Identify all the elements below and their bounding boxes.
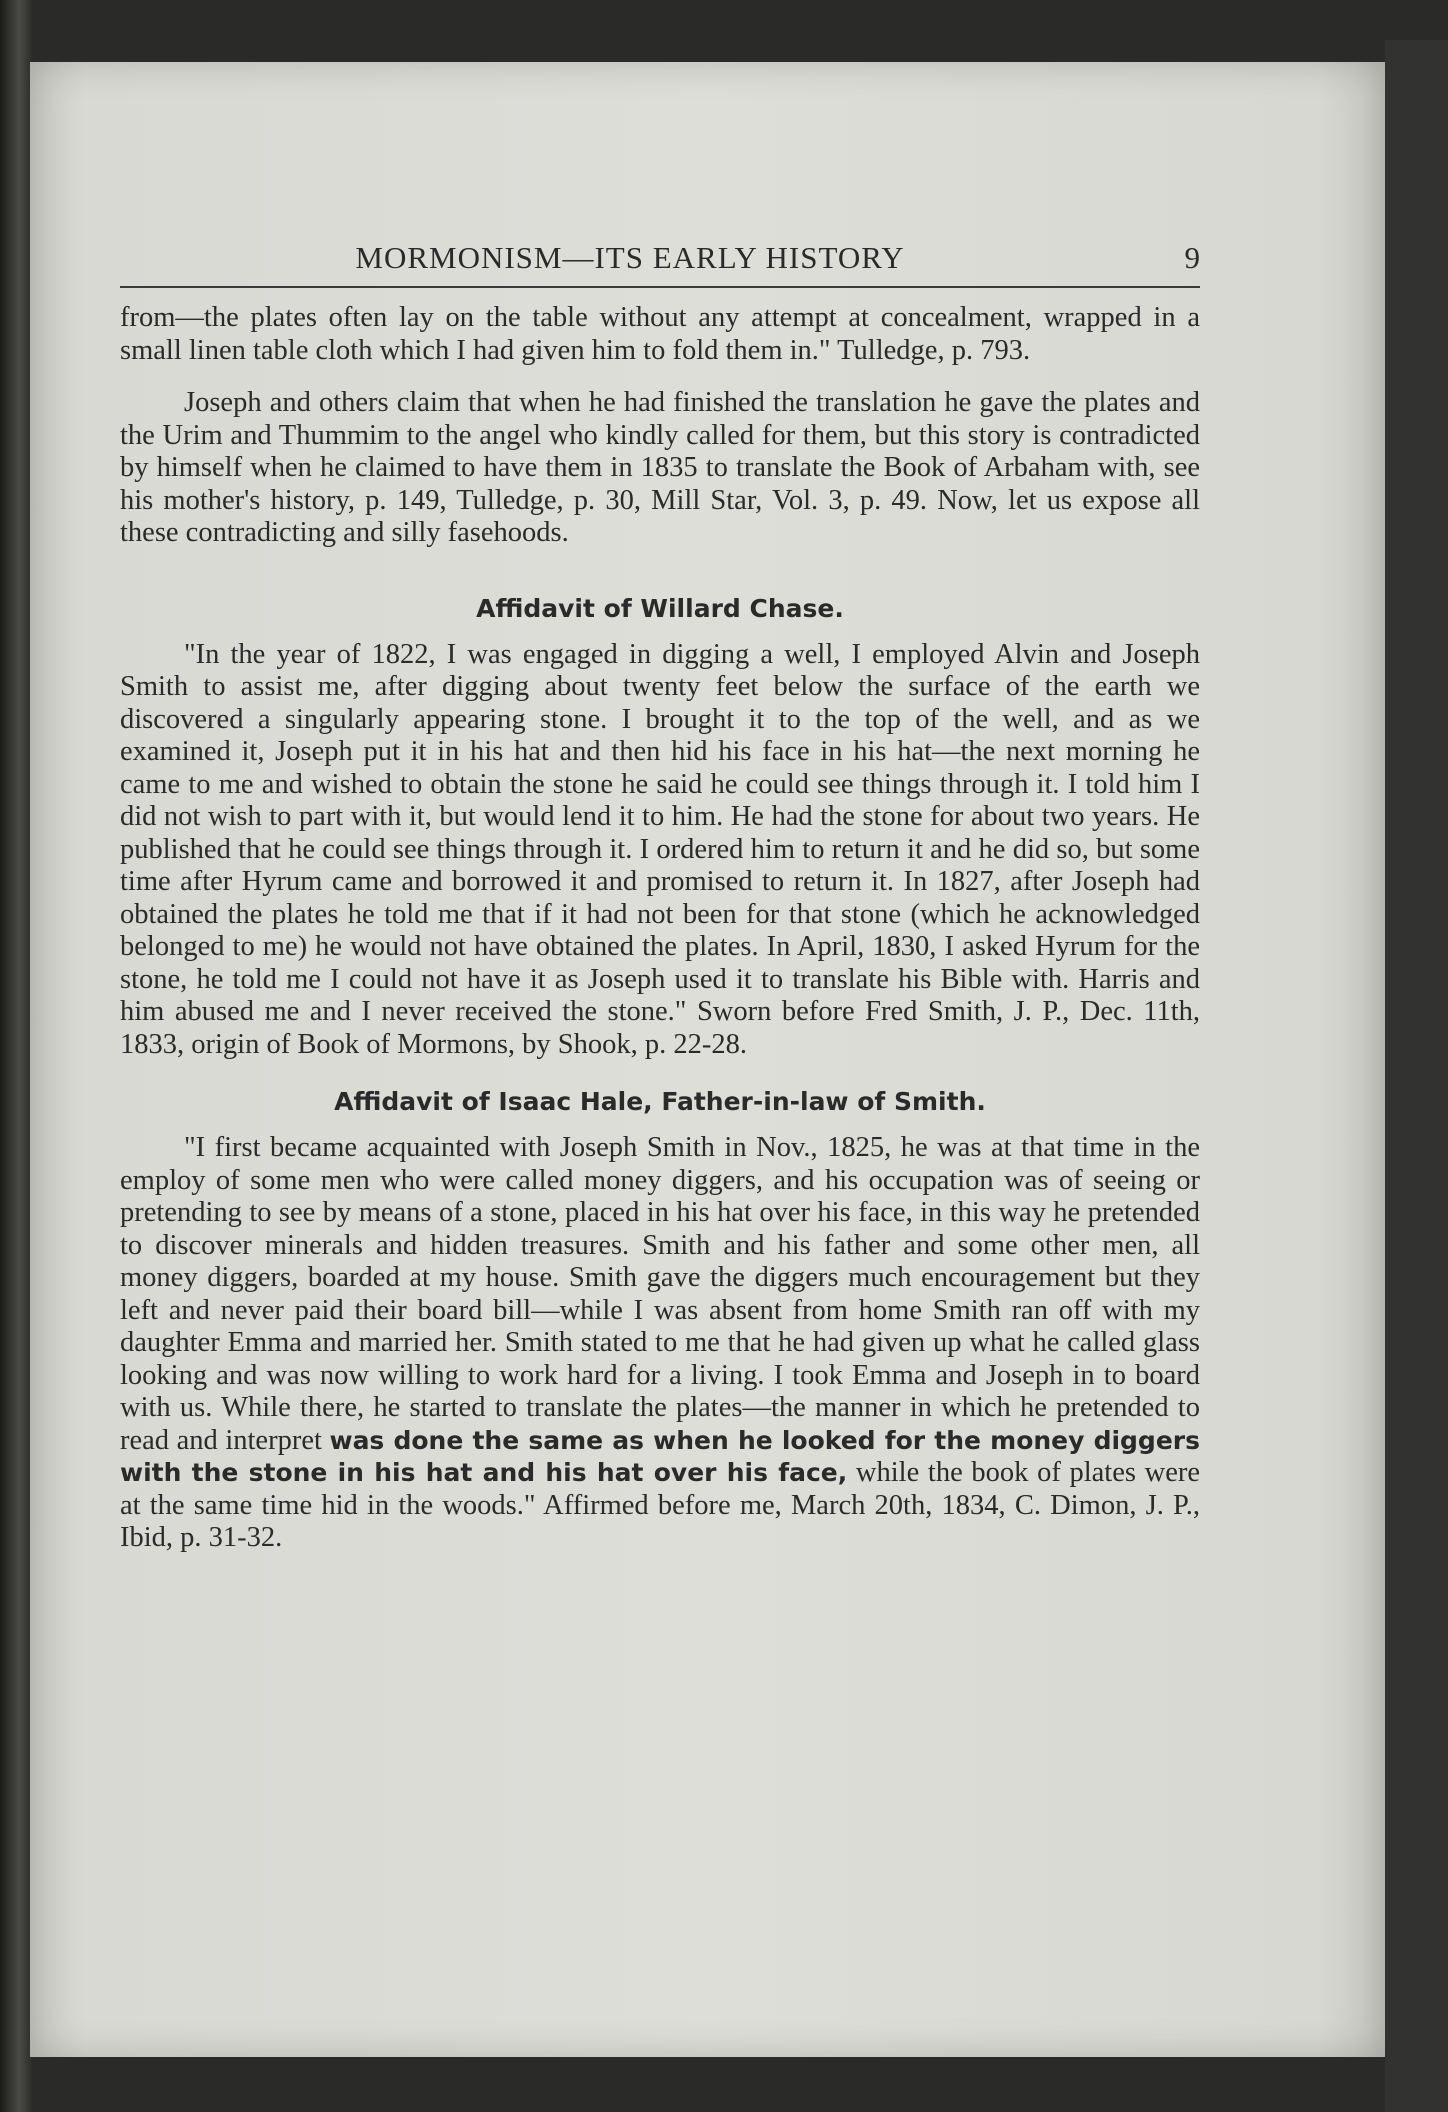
book-binding-edge: [0, 0, 32, 2112]
affidavit-text-before: "I first became acquainted with Joseph Smith in Nov., 1825, he was at that time in the employ of some men who were called money diggers, and his occupation was of seeing or pretending to see by means of a stone, placed in his hat over his face, in this way he pretended to discover minerals and hidden treasures. Smith and his father and some other men, all money diggers, boarded at my house. Smith gave the diggers much encouragement but they left and never paid their board bill—while I was absent from home Smith ran off with my daughter Emma and married her. Smith stated to me that he had given up what he called glass looking and was now willing to work hard for a living. I took Emma and Joseph in to board with us. While there, he started to translate the plates—the manner in which he pretended to read and interpret: [120, 1132, 1200, 1456]
paragraph-translation-claim: Joseph and others claim that when he had finished the translation he gave the plates and the Urim and Thummim to the angel who kindly called for them, but this story is contradicted by himself when he claimed to have them in 1835 to translate the Book of Arbaham with, see his mother's history, p. 149, Tulledge, p. 30, Mill Star, Vol. 3, p. 49. Now, let us expose all these contradicting and silly fasehoods.: [120, 387, 1200, 548]
affidavit-bold-emphasis: was done the same as when he looked for the money diggers with the stone in his hat and his hat over his face,: [120, 1425, 1200, 1487]
affidavit-isaac-hale: [120, 1132, 1200, 1555]
heading-willard-chase: Affidavit of Willard Chase.: [476, 593, 844, 623]
page-content: [120, 238, 1200, 1555]
paragraph-continuation: from—the plates often lay on the table without any attempt at concealment, wrapped in a small linen table cloth which I had given him to fold them in." Tulledge, p. 793.: [120, 302, 1200, 366]
affidavit-willard-chase: "In the year of 1822, I was engaged in digging a well, I employed Alvin and Joseph Smith to assist me, after digging about twenty feet below the surface of the earth we discovered a singularly appearing stone. I brought it to the top of the well, and as we examined it, Joseph put it in his hat and then hid his face in his hat—the next morning he came to me and wished to obtain the stone he said he could see things through it. I told him I did not wish to part with it, but would lend it to him. He had the stone for about two years. He published that he could see things through it. I ordered him to return it and he did so, but some time after Hyrum came and borrowed it and promised to return it. In 1827, after Joseph had obtained the plates he told me that if it had not been for that stone (which he acknowledged belonged to me) he would not have obtained the plates. In April, 1830, I asked Hyrum for the stone, he told me I could not have it as Joseph used it to translate his Bible with. Harris and him abused me and I never received the stone." Sworn before Fred Smith, J. P., Dec. 11th, 1833, origin of Book of Mormons, by Shook, p. 22-28.: [120, 638, 1200, 1060]
page-number: 9: [1184, 240, 1200, 275]
heading-isaac-hale: Affidavit of Isaac Hale, Father-in-law of Smith.: [334, 1087, 986, 1116]
affidavit-text-after: while the book of plates were at the same time hid in the woods." Affirmed before me, March 20th, 1834, C. Dimon, J. P., Ibid, p. 31-32.: [120, 1457, 1200, 1553]
running-header: [120, 238, 1200, 288]
page-margin-shadow: [1385, 40, 1448, 2112]
running-title: MORMONISM—ITS EARLY HISTORY: [355, 240, 905, 275]
